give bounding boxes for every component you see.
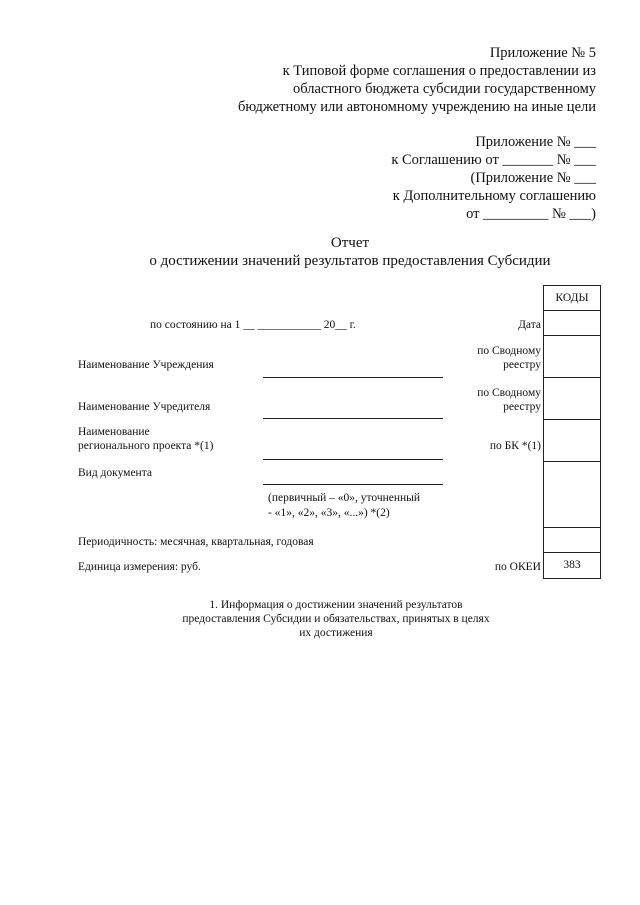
- okei-code-cell[interactable]: 383: [563, 559, 581, 571]
- doc-type-hint: (первичный – «0», уточненный: [268, 492, 421, 504]
- project-input-line[interactable]: [263, 459, 443, 460]
- registry-code-cell[interactable]: [544, 336, 600, 378]
- appendix-number: Приложение № 5: [489, 45, 596, 61]
- registry-code-label-2: реестру: [503, 401, 541, 413]
- agreement-ref: к Соглашению от _______ № ___: [391, 152, 596, 168]
- unit-of-measure: Единица измерения: руб.: [78, 561, 201, 573]
- doc-type-hint-2: - «1», «2», «3», «...») *(2): [268, 507, 390, 519]
- periodicity: Периодичность: месячная, квартальная, годовая: [78, 536, 314, 548]
- additional-agreement-ref: к Дополнительному соглашению: [392, 188, 596, 204]
- periodicity-code-cell[interactable]: [544, 528, 600, 553]
- project-label: Наименование: [78, 426, 150, 438]
- section-heading: 1. Информация о достижении значений результатов: [209, 599, 463, 611]
- appendix-ref-line: бюджетному или автономному учреждению на иные цели: [238, 99, 596, 115]
- institution-label: Наименование Учреждения: [78, 359, 214, 371]
- founder-input-line[interactable]: [263, 418, 443, 419]
- registry-code-cell[interactable]: [544, 378, 600, 420]
- report-subtitle: о достижении значений результатов предоставления Субсидии: [149, 253, 551, 269]
- section-heading-2: предоставления Субсидии и обязательствах, принятых в целях: [182, 613, 490, 625]
- bk-code-label: по БК *(1): [489, 440, 541, 452]
- doc-type-input-line[interactable]: [263, 484, 443, 485]
- section-heading-3: их достижения: [299, 627, 373, 639]
- okei-code-label: по ОКЕИ: [494, 561, 541, 573]
- founder-label: Наименование Учредителя: [78, 401, 211, 413]
- report-title: Отчет: [330, 235, 370, 251]
- date-code-cell[interactable]: [544, 311, 600, 336]
- date-code-label: Дата: [518, 319, 541, 331]
- doc-type-code-cell[interactable]: [544, 462, 600, 528]
- registry-code-label-2: реестру: [503, 359, 541, 371]
- additional-appendix-number: (Приложение № ___: [470, 170, 596, 186]
- registry-code-label: по Сводному: [477, 345, 541, 357]
- additional-agreement-date: от _________ № ___): [466, 206, 596, 222]
- agreement-appendix-number: Приложение № ___: [475, 134, 596, 150]
- as-of-date: по состоянию на 1 __ ___________ 20__ г.: [150, 319, 356, 331]
- codes-header: КОДЫ: [544, 286, 600, 311]
- appendix-ref-line: к Типовой форме соглашения о предоставлении из: [282, 63, 596, 79]
- appendix-ref-line: областного бюджета субсидии государственному: [293, 81, 596, 97]
- registry-code-label: по Сводному: [477, 387, 541, 399]
- bk-code-cell[interactable]: [544, 420, 600, 462]
- codes-column: [543, 285, 601, 579]
- institution-input-line[interactable]: [263, 377, 443, 378]
- doc-type-label: Вид документа: [78, 467, 152, 479]
- project-label-2: регионального проекта *(1): [78, 440, 214, 452]
